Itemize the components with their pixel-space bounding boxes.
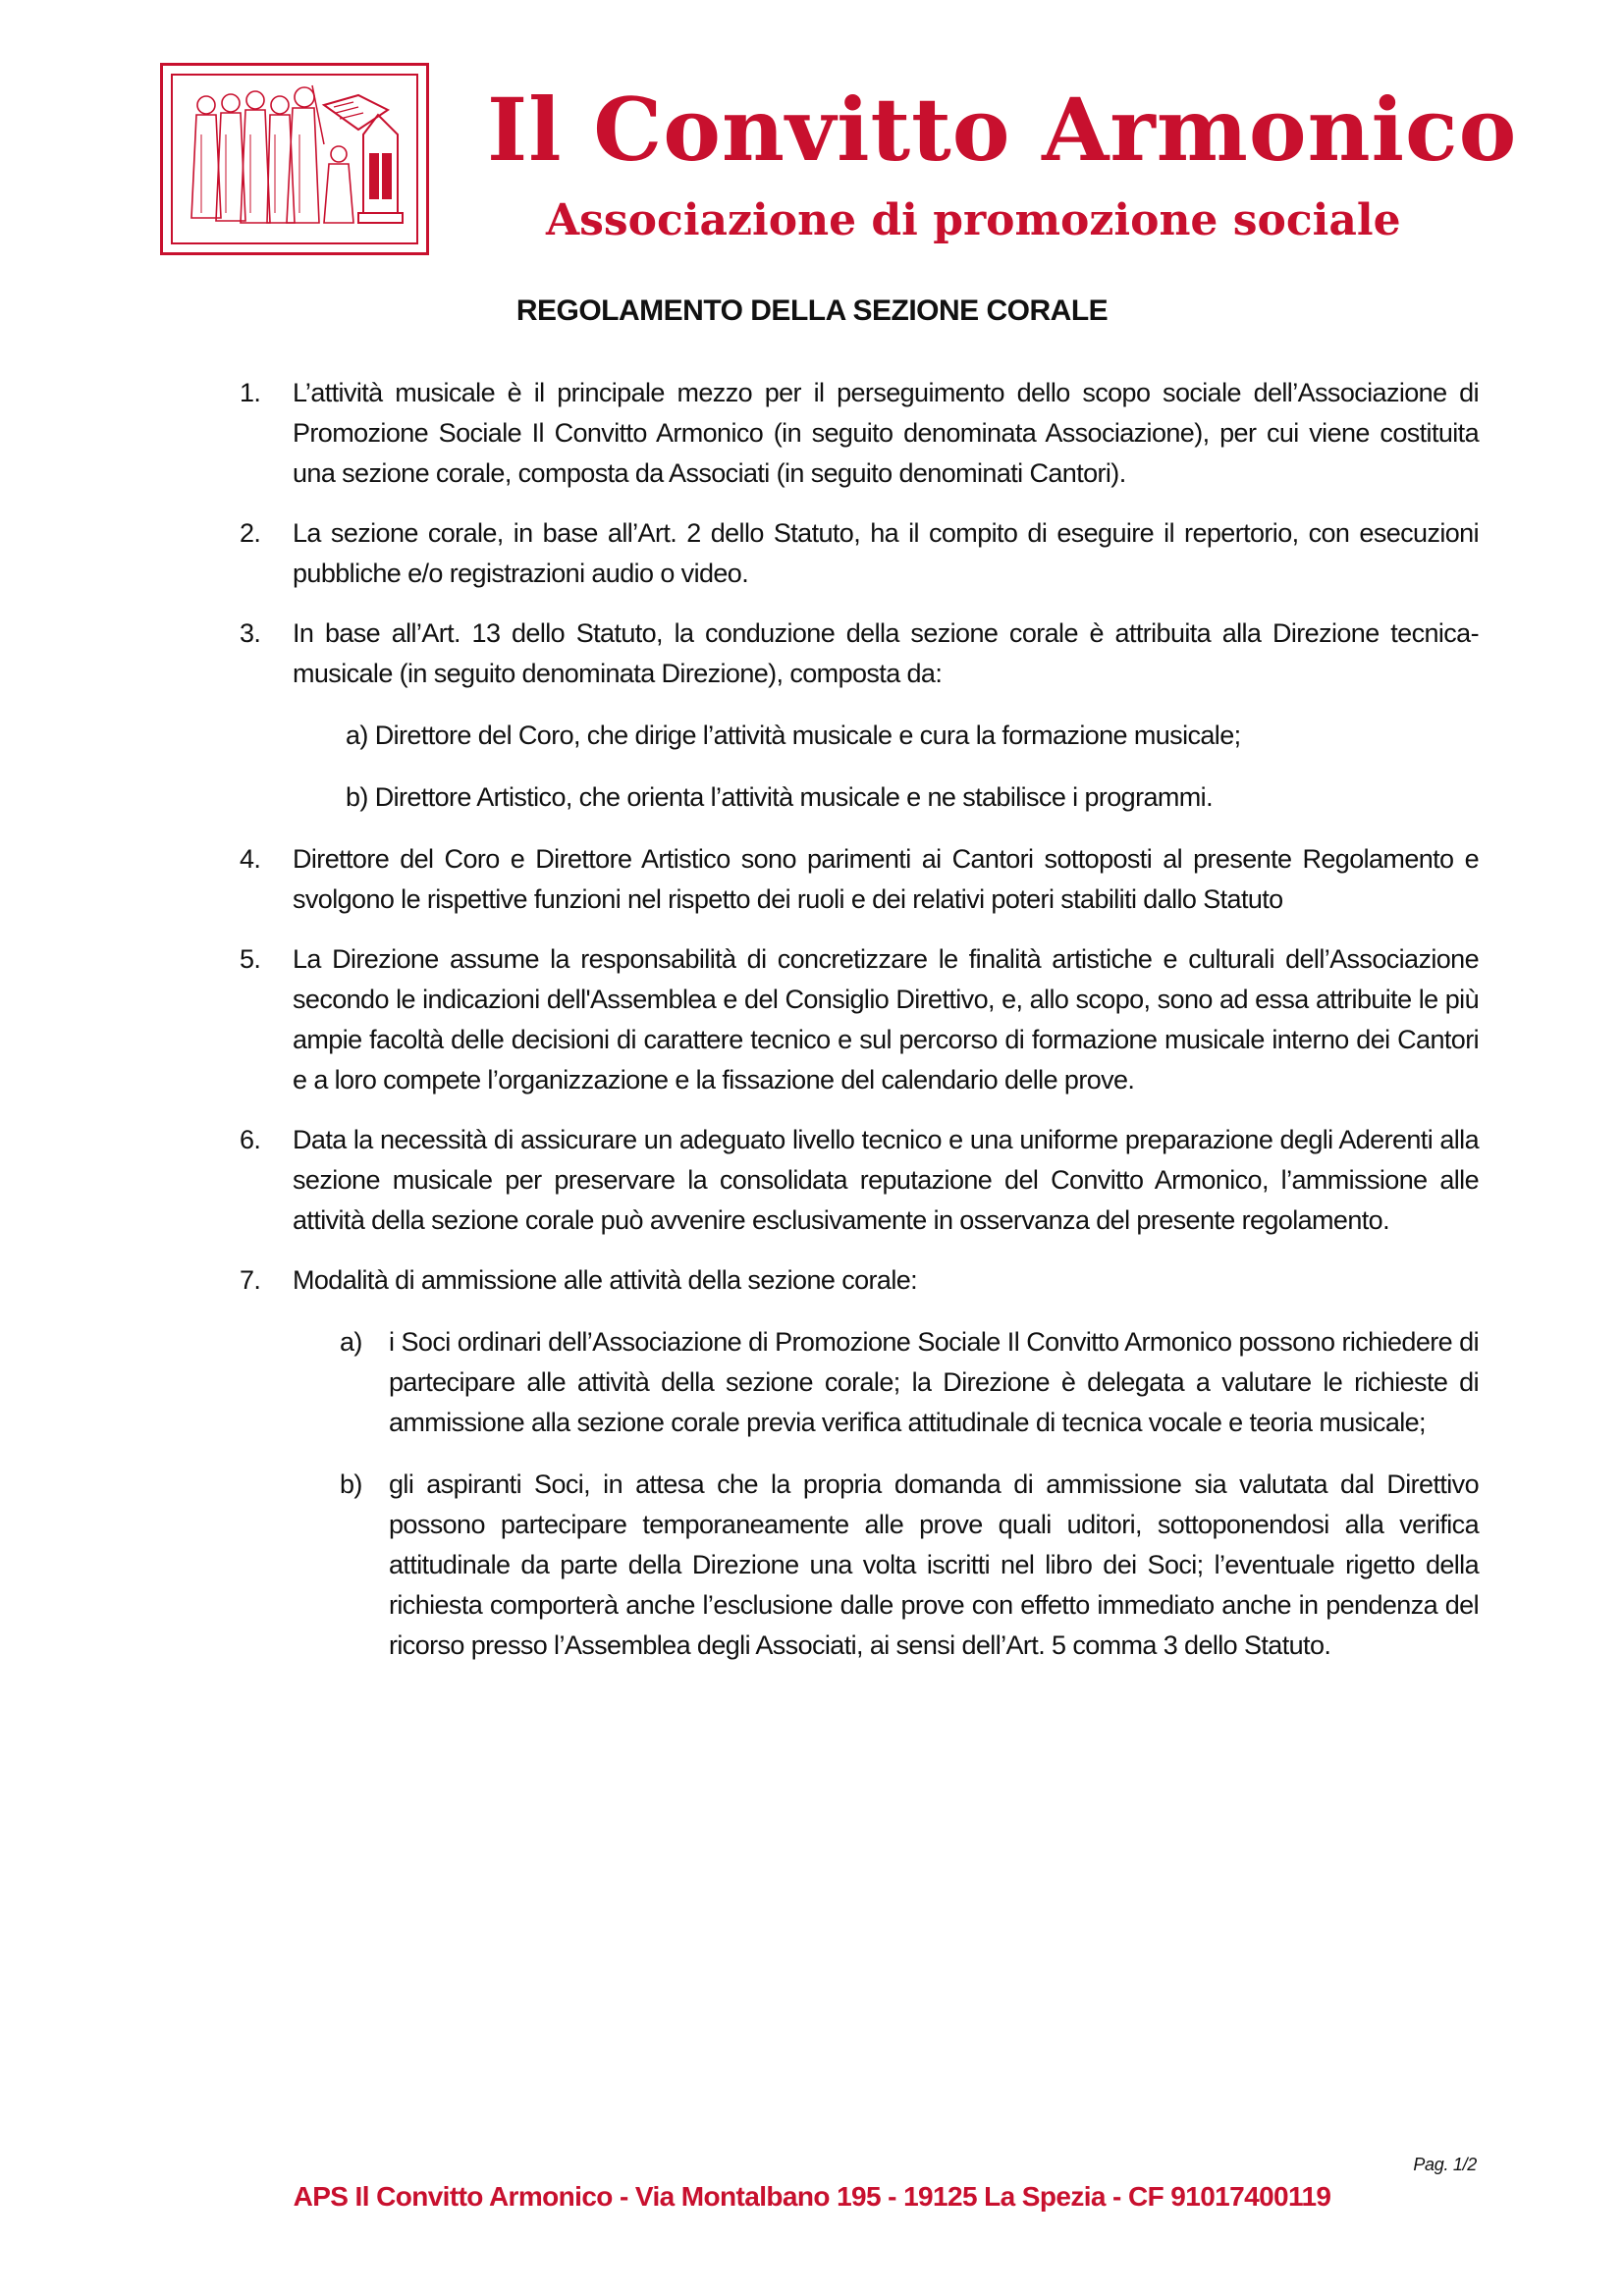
logo: [160, 63, 429, 255]
article-text: Data la necessità di assicurare un adeguato livello tecnico e una uniforme preparazione degli Aderenti alla sezione musicale per preservare la consolidata reputazione del Convitto Armonico, l’ammissione alle attività della sezione corale può avvenire esclusivamente in osservanza del presente regolamento.: [293, 1125, 1479, 1235]
article-text: La sezione corale, in base all’Art. 2 dello Statuto, ha il compito di eseguire il repertorio, con esecuzioni pubbliche e/o registrazioni audio o video.: [293, 518, 1479, 588]
article-7-sub-b: [340, 1465, 1479, 1666]
article-7: [240, 1260, 1479, 1301]
article-number: 1.: [240, 378, 261, 407]
article-number: 2.: [240, 518, 261, 548]
article-3: [240, 614, 1479, 694]
page-number: Pag. 1/2: [1413, 2155, 1477, 2174]
sub-letter: b): [346, 782, 375, 812]
article-text: Direttore del Coro e Direttore Artistico sono parimenti ai Cantori sottoposti al presente Regolamento e svolgono le rispettive funzioni nel rispetto dei ruoli e dei relativi poteri stabiliti dallo Statuto: [293, 844, 1479, 914]
article-4: [240, 839, 1479, 920]
article-7-sub-a: [340, 1322, 1479, 1443]
sub-text: Direttore Artistico, che orienta l’attività musicale e ne stabilisce i programmi.: [374, 782, 1213, 812]
article-3-sub-a: [346, 716, 1479, 756]
sub-letter: a): [346, 721, 375, 750]
article-3-sub-b: [346, 777, 1479, 818]
article-number: 4.: [240, 844, 261, 874]
article-number: 3.: [240, 618, 261, 648]
article-5: [240, 939, 1479, 1100]
sub-letter: b): [340, 1469, 362, 1499]
sub-text: gli aspiranti Soci, in attesa che la propria domanda di ammissione sia valutata dal Direttivo possono partecipare temporaneamente alle prove quali uditori, sottoponendosi alla verifica attitudinale da parte della Direzione una volta iscritti nel libro dei Soci; l’eventuale rigetto della richiesta comporterà anche l’esclusione dalle prove con effetto immediato anche in pendenza del ricorso presso l’Assemblea degli Associati, ai sensi dell’Art. 5 comma 3 dello Statuto.: [389, 1469, 1479, 1660]
sub-letter: a): [340, 1327, 362, 1357]
article-text: Modalità di ammissione alle attività della sezione corale:: [293, 1265, 918, 1295]
sub-text: i Soci ordinari dell’Associazione di Promozione Sociale Il Convitto Armonico possono richiedere di partecipare alle attività della sezione corale; la Direzione è delegata a valutare le richieste di ammissione alla sezione corale previa verifica attitudinale di tecnica vocale e teoria musicale;: [389, 1327, 1479, 1437]
choir-woodcut-icon: [171, 74, 418, 244]
brand-subtitle: Associazione di promozione sociale: [546, 195, 1401, 245]
article-text: L’attività musicale è il principale mezzo per il perseguimento dello scopo sociale dell’Associazione di Promozione Sociale Il Convitto Armonico (in seguito denominata Associazione), per cui viene costituita una sezione corale, composta da Associati (in seguito denominati Cantori).: [293, 378, 1479, 488]
article-6: [240, 1120, 1479, 1241]
document-body: [240, 373, 1479, 1687]
sub-text: Direttore del Coro, che dirige l’attività musicale e cura la formazione musicale;: [374, 721, 1241, 750]
article-number: 6.: [240, 1125, 261, 1154]
document-title: REGOLAMENTO DELLA SEZIONE CORALE: [515, 294, 1109, 327]
article-1: [240, 373, 1479, 494]
brand-title: Il Convitto Armonico: [487, 79, 1518, 181]
article-number: 5.: [240, 944, 261, 974]
footer-address: APS Il Convitto Armonico - Via Montalbano 195 - 19125 La Spezia - CF 91017400119: [293, 2181, 1331, 2212]
article-text: La Direzione assume la responsabilità di concretizzare le finalità artistiche e culturali dell’Associazione secondo le indicazioni dell'Assemblea e del Consiglio Direttivo, e, allo scopo, sono ad essa attribuite le più ampie facoltà delle decisioni di carattere tecnico e sul percorso di formazione musicale interno dei Cantori e a loro compete l’organizzazione e la fissazione del calendario delle prove.: [293, 944, 1479, 1095]
article-number: 7.: [240, 1265, 261, 1295]
article-2: [240, 513, 1479, 594]
article-text: In base all’Art. 13 dello Statuto, la conduzione della sezione corale è attribuita alla Direzione tecnica-musicale (in seguito denominata Direzione), composta da:: [293, 618, 1479, 688]
